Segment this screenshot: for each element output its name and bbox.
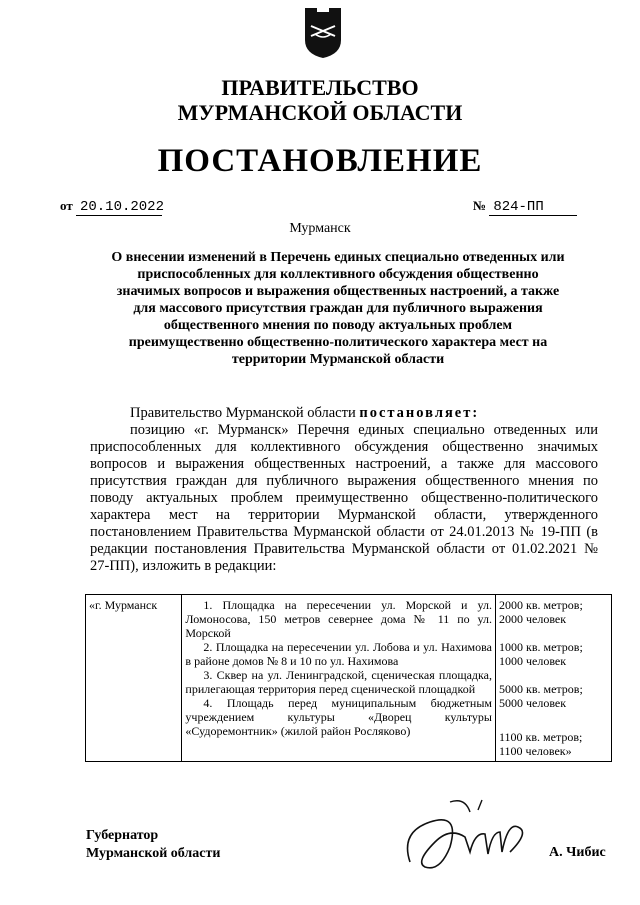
city: Мурманск	[289, 221, 351, 236]
number-label: №	[473, 198, 487, 213]
location-item: 1. Площадка на пересечении ул. Морской и ул. Ломоносова, 150 метров севернее дома № 11 по ул. Морской	[185, 598, 492, 640]
org-line-1: ПРАВИТЕЛЬСТВО	[221, 75, 419, 100]
people-value: 1000 человек	[498, 654, 567, 668]
area-value: 1100 кв. метров;	[498, 730, 583, 744]
area-value: 5000 кв. метров;	[498, 682, 583, 696]
subject-line: значимых вопросов и выражения общественных настроений, а также	[116, 284, 560, 299]
table-row	[86, 595, 612, 762]
subject-line: О внесении изменений в Перечень единых специально отведенных или	[111, 250, 565, 265]
handwritten-signature-icon	[390, 792, 540, 892]
decree-paragraph: позицию «г. Мурманск» Перечня единых специально отведенных или приспособленных для коллективного обсуждения общественно значимых вопросов и выражения общественных настроений, а также для массового присутствия граждан для публичного выражения общественного мнения по поводу актуальных проблем преимущественно общественно-политического характера мест на территории Мурманской области, утвержденного постановлением Правительства Мурманской области от 24.01.2013 № 19-ПП (в редакции постановления Правительства Мурманской области от 01.02.2021 № 27-ПП), изложить в редакции:	[90, 422, 598, 574]
subject-line: для массового присутствия граждан для публичного выражения	[133, 301, 543, 316]
signatory-title-line: Губернатор	[86, 828, 159, 843]
subject-line: приспособленных для коллективного обсуждения общественно	[137, 267, 539, 282]
locations-cell	[182, 595, 496, 762]
decree-intro	[90, 405, 598, 422]
document-date	[60, 198, 162, 216]
city-cell: «г. Мурманск	[86, 595, 182, 762]
area-value: 1000 кв. метров;	[498, 640, 583, 654]
intro-prefix: Правительство Мурманской области	[130, 405, 360, 421]
government-title	[0, 75, 640, 125]
number-value: 824-ПП	[489, 199, 577, 216]
document-type: ПОСТАНОВЛЕНИЕ	[157, 143, 483, 179]
capacity-block	[499, 682, 608, 724]
locations-table	[85, 594, 612, 762]
subject-line: общественного мнения по поводу актуальных проблем	[163, 318, 513, 333]
date-label: от	[60, 198, 73, 213]
people-value: 5000 человек	[498, 696, 567, 710]
subject-line: территории Мурманской области	[231, 352, 445, 367]
document-number	[473, 198, 577, 216]
org-line-2: МУРМАНСКОЙ ОБЛАСТИ	[177, 100, 463, 125]
location-item: 4. Площадь перед муниципальным бюджетным учреждением культуры «Дворец культуры «Судоремонтник» (жилой район Росляково)	[185, 696, 492, 738]
people-value: 1100 человек»	[498, 744, 572, 758]
location-item: 3. Сквер на ул. Ленинградской, сценическая площадка, прилегающая территория перед сценической площадкой	[185, 668, 492, 696]
capacity-block	[499, 730, 608, 758]
area-value: 2000 кв. метров;	[498, 598, 583, 612]
signatory-title-line: Мурманской области	[86, 846, 221, 861]
location-item: 2. Площадка на пересечении ул. Лобова и ул. Нахимова в районе домов № 8 и 10 по ул. Нахимова	[185, 640, 492, 668]
subject-line: преимущественно общественно-политического характера мест на	[128, 335, 548, 350]
murmansk-coat-of-arms-icon	[303, 4, 343, 60]
signatory-name: А. Чибис	[549, 845, 606, 860]
date-value: 20.10.2022	[76, 199, 162, 216]
signatory-title	[86, 827, 220, 863]
capacity-block	[499, 598, 608, 640]
document-subject	[88, 249, 588, 368]
intro-emphasis: постановляет:	[359, 405, 480, 421]
capacity-block	[499, 640, 608, 682]
document-body	[90, 405, 598, 575]
people-value: 2000 человек	[498, 612, 567, 626]
capacity-cell	[495, 595, 611, 762]
